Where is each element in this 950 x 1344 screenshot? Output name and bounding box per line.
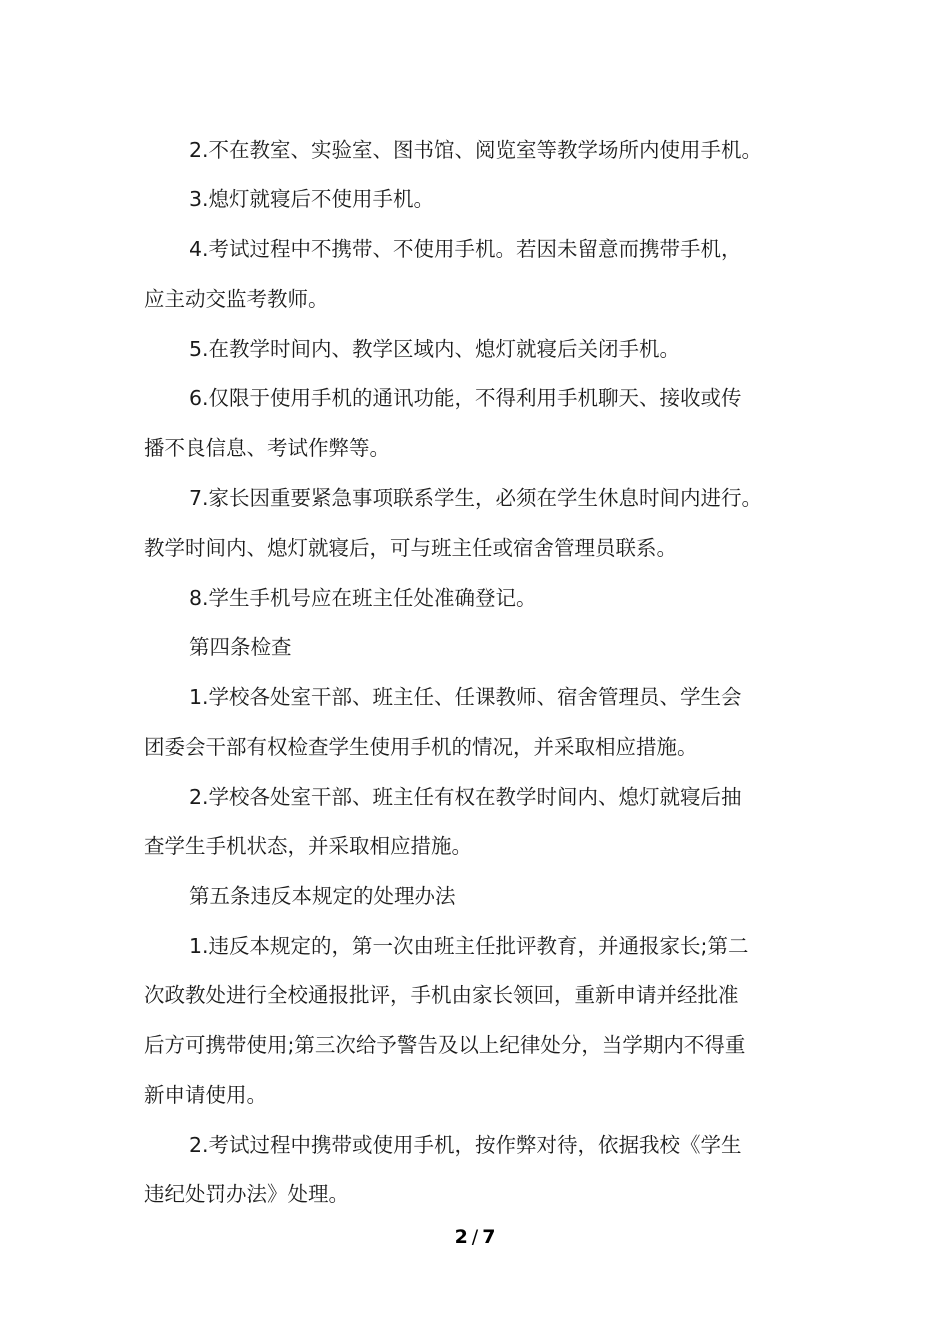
page-separator: / (471, 1226, 479, 1248)
paragraph-line: 教学时间内、熄灯就寝后，可与班主任或宿舍管理员联系。 (144, 536, 677, 560)
paragraph-line: 6.仅限于使用手机的通讯功能，不得利用手机聊天、接收或传 (189, 386, 742, 410)
paragraph-line: 1.违反本规定的，第一次由班主任批评教育，并通报家长;第二 (189, 934, 749, 958)
paragraph-line: 团委会干部有权检查学生使用手机的情况，并采取相应措施。 (144, 735, 698, 759)
paragraph-line: 3.熄灯就寝后不使用手机。 (189, 187, 435, 211)
paragraph-line: 8.学生手机号应在班主任处准确登记。 (189, 586, 537, 610)
page-number (0, 1224, 950, 1250)
paragraph-line: 5.在教学时间内、教学区域内、熄灯就寝后关闭手机。 (189, 337, 681, 361)
current-page-number: 2 (454, 1226, 468, 1248)
paragraph-line: 新申请使用。 (144, 1083, 267, 1107)
paragraph-line: 7.家长因重要紧急事项联系学生，必须在学生休息时间内进行。 (189, 486, 763, 510)
paragraph-line: 应主动交监考教师。 (144, 287, 329, 311)
paragraph-line: 2.学校各处室干部、班主任有权在教学时间内、熄灯就寝后抽 (189, 785, 742, 809)
paragraph-line: 违纪处罚办法》处理。 (144, 1182, 349, 1206)
paragraph-line: 次政教处进行全校通报批评，手机由家长领回，重新申请并经批准 (144, 983, 739, 1007)
paragraph-line: 播不良信息、考试作弊等。 (144, 436, 390, 460)
paragraph-line: 查学生手机状态，并采取相应措施。 (144, 834, 472, 858)
paragraph-line: 2.不在教室、实验室、图书馆、阅览室等教学场所内使用手机。 (189, 138, 763, 162)
paragraph-line: 1.学校各处室干部、班主任、任课教师、宿舍管理员、学生会 (189, 685, 742, 709)
paragraph-line: 4.考试过程中不携带、不使用手机。若因未留意而携带手机， (189, 237, 742, 261)
paragraph-line: 后方可携带使用;第三次给予警告及以上纪律处分，当学期内不得重 (144, 1033, 746, 1057)
paragraph-line: 2.考试过程中携带或使用手机，按作弊对待，依据我校《学生 (189, 1133, 742, 1157)
section-heading: 第五条违反本规定的处理办法 (189, 884, 456, 908)
section-heading: 第四条检查 (189, 635, 292, 659)
total-pages-number: 7 (482, 1226, 496, 1248)
